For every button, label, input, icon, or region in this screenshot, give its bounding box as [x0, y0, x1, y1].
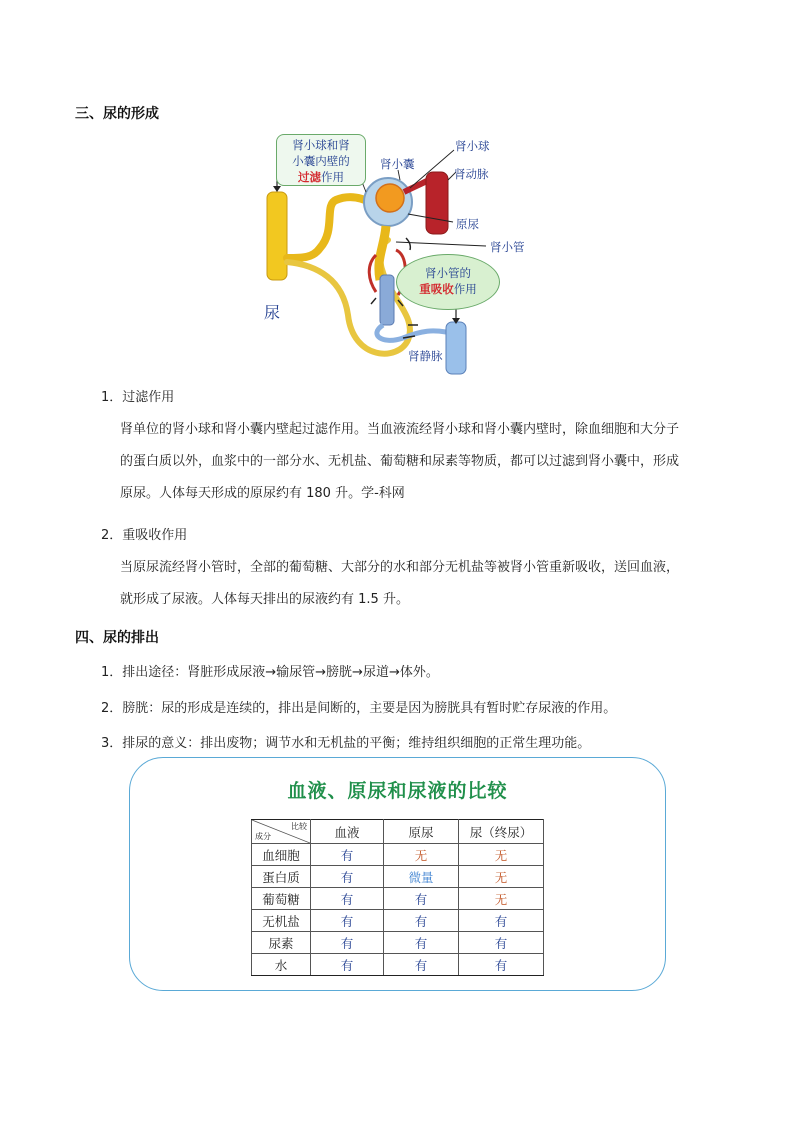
item-reabsorption-body	[120, 552, 730, 616]
filtration-line-1: 肾单位的肾小球和肾小囊内壁起过滤作用。当血液流经肾小球和肾小囊内壁时，除血细胞和大分子	[120, 422, 680, 437]
callout-filtration-line1: 肾小球和肾	[292, 138, 350, 152]
table-cell: 有	[459, 910, 544, 932]
table-cell: 微量	[384, 866, 459, 888]
glomerulus-shape	[376, 184, 404, 212]
row-label: 血细胞	[252, 844, 311, 866]
callout-reabsorption-keyword: 重吸收	[419, 282, 454, 296]
row-label: 蛋白质	[252, 866, 311, 888]
nephron-diagram	[258, 130, 548, 375]
row-label: 无机盐	[252, 910, 311, 932]
filtration-line-3: 原尿。人体每天形成的原尿约有 180 升。学-科网	[120, 486, 405, 501]
table-cell: 无	[384, 844, 459, 866]
table-cell: 有	[384, 888, 459, 910]
table-cell: 无	[459, 866, 544, 888]
section-heading-urine-excretion: 四、尿的排出	[75, 630, 159, 646]
table-cell: 有	[311, 866, 384, 888]
table-cell: 无	[459, 844, 544, 866]
comparison-table	[251, 819, 544, 976]
excretion-item-1: 1．排出途径：肾脏形成尿液→输尿管→膀胱→尿道→体外。	[101, 665, 439, 680]
callout-filtration-line2: 小囊内壁的	[292, 154, 350, 168]
table-cell: 有	[459, 932, 544, 954]
table-row	[252, 888, 544, 910]
table-cell: 有	[459, 954, 544, 976]
excretion-item-2: 2．膀胱：尿的形成是连续的，排出是间断的，主要是因为膀胱具有暂时贮存尿液的作用。	[101, 701, 617, 716]
renal-vein-shape	[446, 322, 466, 374]
reabsorption-line-1: 当原尿流经肾小管时，全部的葡萄糖、大部分的水和部分无机盐等被肾小管重新吸收，送回血液，	[120, 560, 680, 575]
table-cell: 有	[311, 954, 384, 976]
callout-reabsorption-line1: 肾小管的	[425, 266, 471, 280]
table-cell: 有	[384, 932, 459, 954]
row-label: 水	[252, 954, 311, 976]
row-label: 尿素	[252, 932, 311, 954]
table-cell: 有	[311, 844, 384, 866]
callout-filtration-keyword: 过滤	[298, 170, 321, 184]
callout-filtration	[276, 134, 366, 186]
table-cell: 有	[311, 910, 384, 932]
item-reabsorption-title: 2．重吸收作用	[101, 528, 188, 543]
table-row	[252, 954, 544, 976]
label-renal-vein: 肾静脉	[408, 349, 443, 363]
excretion-item-3: 3．排尿的意义：排出废物；调节水和无机盐的平衡；维持组织细胞的正常生理功能。	[101, 736, 591, 751]
table-cell: 有	[311, 932, 384, 954]
label-capsule: 肾小囊	[380, 157, 415, 171]
label-glomerulus: 肾小球	[455, 139, 490, 153]
table-cell: 无	[459, 888, 544, 910]
table-cell: 有	[311, 888, 384, 910]
table-header-cell: 原尿	[384, 820, 459, 844]
corner-label-component: 成分	[255, 832, 271, 841]
corner-label-compare: 比较	[291, 822, 307, 831]
table-header-cell: 尿（终尿）	[459, 820, 544, 844]
label-renal-artery: 肾动脉	[454, 167, 489, 181]
row-label: 葡萄糖	[252, 888, 311, 910]
table-row	[252, 866, 544, 888]
filtration-line-2: 的蛋白质以外，血浆中的一部分水、无机盐、葡萄糖和尿素等物质，都可以过滤到肾小囊中，形成	[120, 454, 680, 469]
collecting-duct	[267, 192, 287, 280]
item-filtration-title: 1．过滤作用	[101, 390, 175, 405]
renal-artery-shape	[426, 172, 448, 234]
callout-filtration-suffix: 作用	[321, 170, 344, 184]
table-row	[252, 844, 544, 866]
callout-reabsorption	[396, 254, 500, 310]
table-header-cell: 血液	[311, 820, 384, 844]
table-cell: 有	[384, 954, 459, 976]
table-row	[252, 910, 544, 932]
table-header-row	[252, 820, 544, 844]
comparison-title: 血液、原尿和尿液的比较	[287, 780, 508, 802]
comparison-panel	[129, 757, 666, 991]
section-heading-urine-formation: 三、尿的形成	[75, 106, 159, 122]
label-urine: 尿	[264, 303, 281, 322]
reabsorption-line-2: 就形成了尿液。人体每天排出的尿液约有 1.5 升。	[120, 592, 409, 607]
label-primary-urine: 原尿	[456, 217, 479, 231]
table-corner-cell	[252, 820, 311, 844]
table-cell: 有	[384, 910, 459, 932]
item-filtration-body	[120, 414, 730, 510]
callout-reabsorption-suffix: 作用	[453, 282, 477, 296]
label-renal-tubule: 肾小管	[490, 240, 525, 254]
table-row	[252, 932, 544, 954]
